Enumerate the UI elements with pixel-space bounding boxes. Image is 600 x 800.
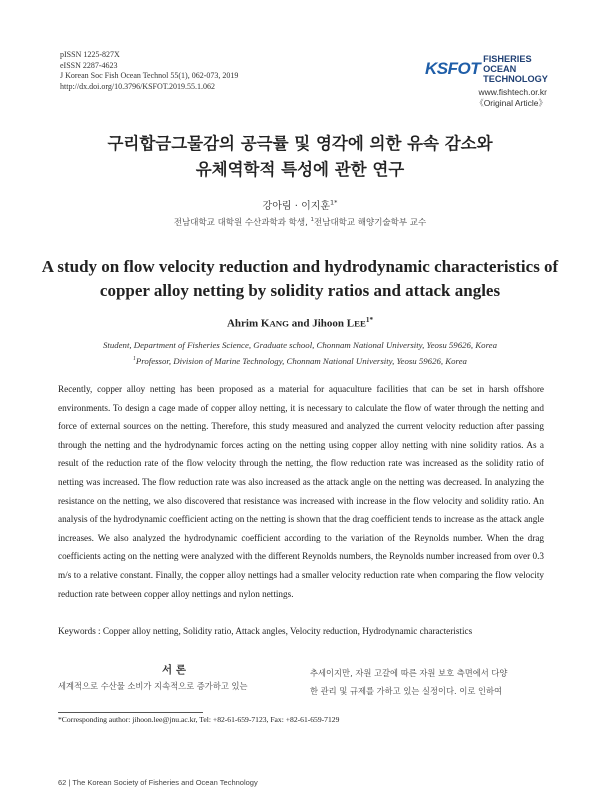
journal-url[interactable]: www.fishtech.or.kr [478,87,547,97]
journal-logo [425,54,547,108]
korean-affil-part2: 전남대학교 해양기술학부 교수 [314,218,427,228]
korean-author-names: 강아림 · 이지훈 [262,201,331,212]
introduction-left-column [58,662,290,695]
english-affil-1: Student, Department of Fisheries Science, Graduate school, Chonnam National University, Yeosu 59626, Korea [103,340,497,350]
citation: J Korean Soc Fish Ocean Technol 55(1), 062-073, 2019 [60,71,239,80]
introduction-right-line2: 한 관리 및 규제를 가하고 있는 실정이다. 이로 인하여 [310,686,503,696]
english-authors [40,316,560,330]
korean-title-line2: 유체역학적 특성에 관한 연구 [195,160,405,179]
page-footer: 62 | The Korean Society of Fisheries and Ocean Technology [58,778,258,787]
author2-first: and Jihoon L [289,317,355,330]
english-affil-2-sup: 1 [133,356,136,362]
journal-info [60,50,238,92]
keywords: Keywords : Copper alloy netting, Solidity ratio, Attack angles, Velocity reduction, Hydrodynamic characteristics [58,626,473,636]
english-affil-2-row [40,352,560,368]
korean-affiliation [40,216,560,228]
ksfot-logo-mark: KSFOT [425,59,481,78]
korean-title-line1: 구리합금그물감의 공극률 및 영각에 의한 유속 감소와 [107,134,493,153]
eissn: eISSN 2287-4623 [60,60,118,70]
korean-authors [40,197,560,212]
corresponding-author-footnote: *Corresponding author: jihoon.lee@jnu.ac.kr, Tel: +82-61-659-7123, Fax: +82-61-659-7129 [58,715,340,724]
logo-name [483,54,548,84]
korean-author-sup: 1* [330,198,338,207]
author1-first: Ahrim K [226,317,270,330]
introduction-left-text: 세계적으로 수산물 소비가 지속적으로 증가하고 있는 [58,681,248,691]
english-title-line2: copper alloy netting by solidity ratios and attack angles [99,281,501,300]
korean-affil-sup: 1 [310,217,315,224]
logo-name-line1: FISHERIES OCEAN [483,54,532,74]
article-type: 《Original Article》 [475,98,547,108]
english-title-line1: A study on flow velocity reduction and hydrodynamic characteristics of [41,257,559,276]
logo-name-line2: TECHNOLOGY [483,74,548,84]
english-affil-2: Professor, Division of Marine Technology, Chonnam National University, Yeosu 59626, Korea [135,355,467,366]
korean-title [40,131,560,183]
doi-link[interactable]: http://dx.doi.org/10.3796/KSFOT.2019.55.1.062 [60,81,216,91]
introduction-right-line1: 추세이지만, 자원 고갈에 따른 자원 보호 측면에서 다양 [310,668,508,678]
introduction-heading: 서 론 [162,664,186,676]
english-title [40,255,560,303]
author2-smallcaps: EE [354,318,366,329]
english-author-sup: 1* [365,316,374,324]
author1-smallcaps: ANG [269,318,290,329]
english-affiliations [40,338,560,368]
pissn: pISSN 1225-827X [60,50,120,59]
korean-affil-part1: 전남대학교 대학원 수산과학과 학생, [173,218,308,228]
abstract-text: Recently, copper alloy netting has been proposed as a material for aquaculture facilities that can be set in harsh offshore environments. To design a cage made of copper alloy netting, it is necessary to calculate the flow of water through the netting and force of external sources on the netting. Therefore, this study measured and analyzed the current velocity reduction after passing through the netting and the hydrodynamic forces acting on the netting using copper alloy netting with nine solidity ratios. As a result of the reduction rate of the flow velocity through the netting, the flow reduction rate was increased as the solidity ratio of netting was increased. The flow reduction rate was also increased as the attack angle on the netting was decreased. In analyzing the resistance on the netting, we also discovered that resistance was increased with increase in the flow velocity and solidity ratio. An analysis of the hydrodynamic coefficient acting on the netting is shown that the drag coefficient tends to increase as the attack angle increases. We also analyzed the hydrodynamic coefficient according to the variation of the Reynolds number. When the drag coefficients acting on the netting were analyzed with the different Reynolds numbers, the Reynolds number increased from over 0.3 m/s to a relative constant. Finally, the copper alloy nettings had a smaller velocity reduction rate when comparing the flow velocity reduction rate between copper alloy nettings and nylon nettings. [58,384,544,599]
footnote-divider [58,712,203,713]
introduction-right-column [310,664,546,700]
